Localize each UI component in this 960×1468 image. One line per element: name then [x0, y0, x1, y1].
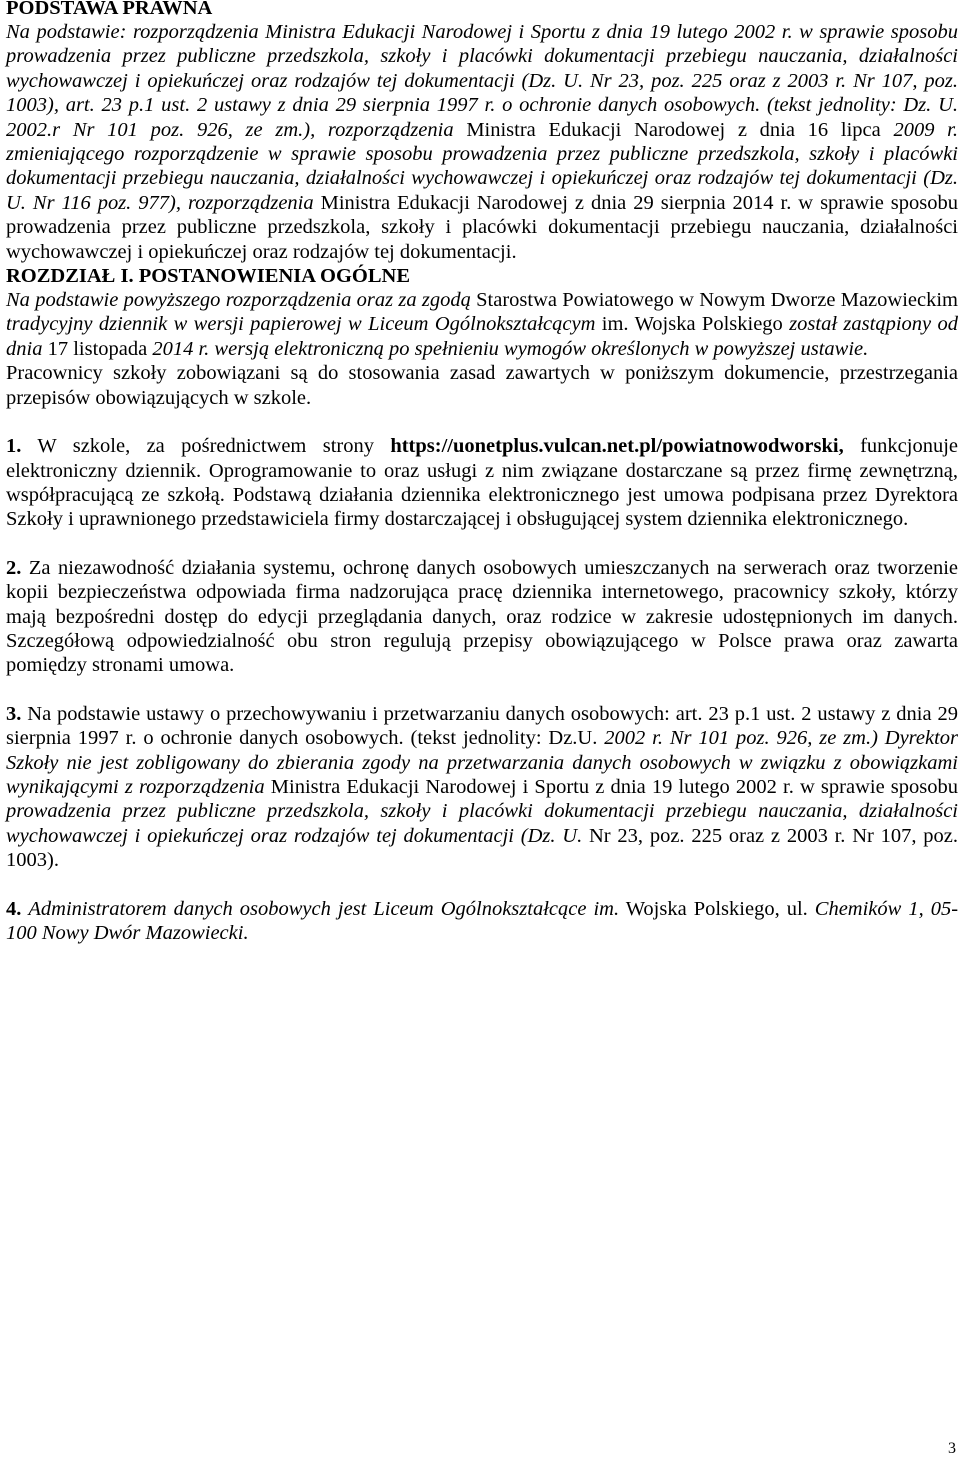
- point-number: 2.: [6, 556, 22, 579]
- section-heading-legal-basis: PODSTAWA PRAWNA: [6, 0, 213, 19]
- point-number: 4.: [6, 897, 22, 920]
- service-url-link[interactable]: https://uonetplus.vulcan.net.pl/powiatnowodworski,: [390, 435, 844, 458]
- legal-basis-text: Na podstawie: rozporządzenia Ministra Edukacji Narodowej i Sportu z dnia 19 lutego 2002 r. w sprawie sposobu prowadzenia przez publiczne przedszkola, szkoły i placówki dokumentacji przebiegu nauczania, działalności wychowawczej i opiekuńczej oraz rodzajów tej dokumentacji (Dz. U. Nr 23, poz. 225 oraz z 2003 r. Nr 107, poz. 1003), art. 23 p.1 ust. 2 ustawy z dnia 29 sierpnia 1997 r. o ochronie danych osobowych. (tekst jednolity: Dz. U. 2002.r Nr 101 poz.: [6, 21, 958, 141]
- general-paragraph: [6, 288, 958, 361]
- legal-basis-text: Ministra Edukacji Narodowej z dnia 29 sierpnia 2014 r. w sprawie sposobu prowadzenia przez publiczne przedszkola, szkoły i placówki dokumentacji przebiegu nauczania, działalności wychowawczej i opiekuńczej oraz rodzajów tej dokumentacji.: [6, 191, 958, 263]
- chapter-heading: [6, 264, 958, 288]
- point-4: [6, 897, 958, 946]
- staff-obligation-paragraph: Pracownicy szkoły zobowiązani są do stosowania zasad zawartych w poniższym dokumencie, przestrzegania przepisów obowiązujących w szkole.: [6, 362, 958, 409]
- point-text: prowadzenia przez publiczne przedszkola, szkoły i placówki dokumentacji przebiegu nauczania, działalności wychowawczej i opiekuńczej oraz rodzajów tej dokumentacji (Dz. U.: [6, 800, 958, 847]
- point-text: Wojska Polskiego, ul.: [625, 897, 808, 920]
- general-text: 2014 r. wersją elektroniczną po spełnieniu wymogów określonych w powyższej ustawie.: [152, 337, 869, 360]
- general-text: im. Wojska Polskiego: [601, 313, 783, 336]
- general-text: został zastąpiony od dnia: [6, 313, 959, 360]
- legal-basis-text: Ministra Edukacji Narodowej z dnia 16 lipca: [466, 118, 881, 141]
- point-3: [6, 702, 958, 873]
- legal-basis-text: 2009 r. zmieniającego rozporządzenie w sprawie sposobu prowadzenia przez publiczne przedszkola, szkoły i placówki dokumentacji przebiegu nauczania, działalności wychowawczej i opiekuńczej oraz rodzajów tej dokumentacji (Dz. U. Nr 116 poz. 977), rozporządzenia: [6, 118, 959, 214]
- spacer: [6, 678, 958, 702]
- chapter-title: POSTANOWIENIA OGÓLNE: [138, 265, 411, 288]
- point-text: Chemików 1, 05-100 Nowy Dwór Mazowiecki.: [6, 897, 959, 944]
- general-text: 17 listopada: [47, 337, 148, 360]
- point-number: 1.: [6, 435, 22, 458]
- general-text: tradycyjny dziennik w wersji papierowej w Liceum Ogólnokształcącym: [6, 313, 596, 336]
- document-page: [6, 0, 958, 945]
- point-text: Na podstawie ustawy o przechowywaniu i przetwarzaniu danych osobowych: art. 23 p.1 ust. 2 ustawy z dnia 29 sierpnia 1997 r. o ochronie danych osobowych. (tekst jednolity: Dz.U.: [6, 702, 958, 750]
- point-2: [6, 556, 958, 678]
- point-text: Ministra Edukacji Narodowej i Sportu z dnia 19 lutego 2002 r. w sprawie sposobu: [270, 775, 959, 798]
- point-number: 3.: [6, 702, 22, 725]
- point-text: Za niezawodność działania systemu, ochronę danych osobowych umieszczanych na serwerach oraz tworzenie kopii bezpieczeństwa odpowiada firma nadzorująca pracę dziennika internetowego, pracownicy szkoły, którzy mają bezpośredni dostęp do edycji przeglądania danych, oraz rodzice w zakresie udostępnionych im danych. Szczegółową odpowiedzialność obu stron regulują przepisy obowiązującego w Polsce prawa oraz zawarta pomiędzy stronami umowa.: [6, 556, 959, 677]
- point-1: [6, 434, 958, 532]
- point-text: 2002 r. Nr 101 poz. 926, ze zm.) Dyrektor Szkoły nie jest zobligowany do zbierania zgody na przetwarzania danych osobowych w związku z obowiązkami wynikającymi z rozporządzenia: [6, 727, 959, 798]
- point-text: Nr 23, poz. 225 oraz z 2003 r. Nr 107, poz. 1003).: [6, 824, 959, 872]
- chapter-number: ROZDZIAŁ I.: [6, 265, 134, 288]
- general-text: Starostwa Powiatowego w Nowym Dworze Mazowieckim: [476, 289, 958, 312]
- spacer: [6, 410, 958, 434]
- point-text: funkcjonuje elektroniczny dziennik. Oprogramowanie to oraz usługi z nim związane dostarczane są przez firmę zewnętrzną, współpracującą ze szkołą. Podstawą działania dziennika elektronicznego jest umowa podpisana przez Dyrektora Szkoły i uprawnionego przedstawiciela firmy dostarczającej i obsługującej system dziennika elektronicznego.: [6, 435, 958, 531]
- point-text: W szkole, za pośrednictwem strony: [37, 435, 374, 458]
- legal-basis-text: 926, ze zm.), rozporządzenia: [196, 118, 454, 141]
- general-text: Na podstawie powyższego rozporządzenia oraz za zgodą: [6, 289, 471, 312]
- point-text: Administratorem danych osobowych jest Liceum Ogólnokształcące im.: [28, 897, 620, 920]
- page-number: 3: [948, 1440, 956, 1457]
- spacer: [6, 532, 958, 556]
- legal-basis-paragraph: [6, 20, 958, 264]
- spacer: [6, 873, 958, 897]
